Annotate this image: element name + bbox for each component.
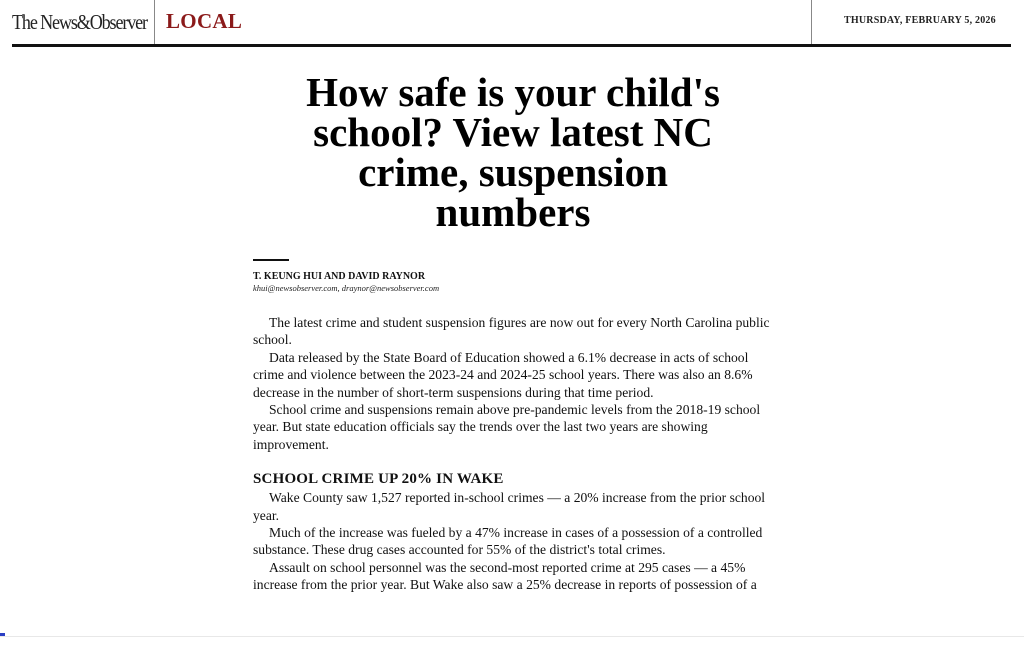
paragraph: Much of the increase was fueled by a 47% increase in cases of a possession of a controlled substance. These drug cases accounted for 55% of the district's total crimes.: [253, 525, 763, 558]
edition-date: THURSDAY, FEBRUARY 5, 2026: [844, 15, 996, 26]
byline-rule: [253, 259, 289, 261]
paragraph: Assault on school personnel was the second-most reported crime at 295 cases — a 45% increase from the prior year. But Wake also saw a 25% decrease in reports of possession of a: [253, 559, 757, 593]
masthead-divider: [811, 0, 812, 44]
article-headline: How safe is your child's school? View latest NC crime, suspension numbers: [306, 69, 720, 235]
masthead: [12, 0, 1011, 47]
section-label[interactable]: LOCAL: [166, 9, 243, 33]
section-heading: SCHOOL CRIME UP 20% IN WAKE: [253, 471, 504, 488]
paragraph: Data released by the State Board of Education showed a 6.1% decrease in acts of school crime and violence between the 2023-24 and 2024-25 school years. There was also an 8.6% decrease in the number of short-term suspensions during that time period.: [253, 349, 753, 400]
article-body: [253, 314, 773, 594]
page-bottom-border: [0, 636, 1024, 637]
paragraph: Wake County saw 1,527 reported in-school crimes — a 20% increase from the prior school year.: [253, 490, 766, 523]
article: [253, 69, 773, 594]
scroll-progress-indicator: [0, 633, 5, 636]
author-emails[interactable]: khui@newsobserver.com, draynor@newsobserver.com: [253, 283, 440, 293]
masthead-divider: [154, 0, 155, 44]
paragraph: The latest crime and student suspension figures are now out for every North Carolina public school.: [253, 315, 770, 348]
newspaper-logo[interactable]: The News&Observer: [12, 10, 147, 34]
article-byline: T. KEUNG HUI AND DAVID RAYNOR: [253, 271, 426, 282]
paragraph: School crime and suspensions remain above pre-pandemic levels from the 2018-19 school year. But state education officials say the trends over the last two years are showing improvement.: [253, 402, 761, 452]
